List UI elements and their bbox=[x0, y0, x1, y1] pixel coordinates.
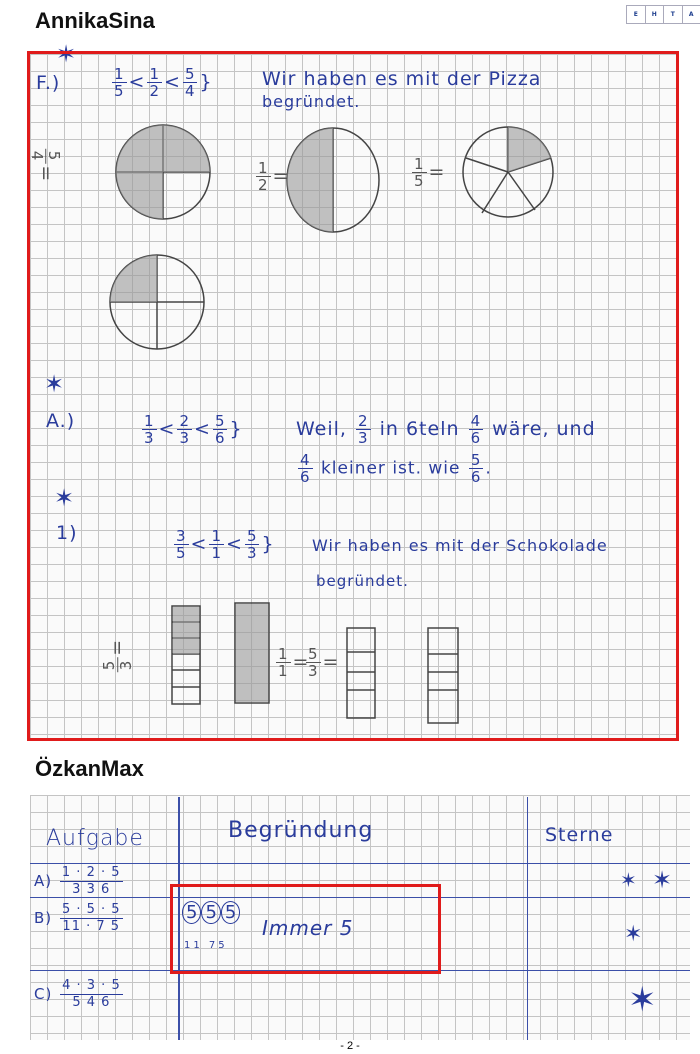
less-than: < bbox=[158, 418, 176, 440]
numerator: 5 bbox=[100, 659, 119, 671]
star-icon: ✶ bbox=[620, 868, 637, 892]
denominator: 3 bbox=[117, 659, 136, 671]
brace: } bbox=[229, 418, 243, 440]
denominator: 2 bbox=[149, 82, 161, 100]
task-1-text-line2: begründet. bbox=[316, 572, 409, 590]
text: Weil, bbox=[296, 418, 347, 440]
numerator: 5 bbox=[308, 645, 319, 663]
task-f-label: F.) bbox=[36, 72, 61, 94]
logo-letter: T bbox=[663, 6, 682, 24]
star-icon: ✶ bbox=[624, 922, 643, 947]
numerator: 1 bbox=[258, 159, 269, 177]
brace: } bbox=[261, 533, 275, 555]
page-number: - 2 - bbox=[340, 1040, 360, 1052]
denominator: 6 bbox=[214, 429, 226, 447]
denominator: 3 bbox=[144, 429, 155, 447]
denominator: 3 bbox=[358, 429, 369, 447]
numerator: 2 bbox=[179, 412, 191, 430]
less-than: < bbox=[194, 418, 211, 440]
denominator: 3 bbox=[179, 429, 191, 447]
denominator: 3 bbox=[246, 544, 258, 562]
denominator: 5 bbox=[114, 82, 125, 100]
row-label: C) bbox=[34, 985, 53, 1003]
denominator: 1 bbox=[278, 662, 289, 680]
denominator: 5 bbox=[414, 172, 425, 190]
highlight-box-oezkanmax bbox=[170, 884, 441, 974]
task-f-text-line1: Wir haben es mit der Pizza bbox=[262, 68, 542, 90]
denominator: 6 bbox=[470, 468, 482, 486]
reason-text: Immer 5 bbox=[262, 916, 354, 940]
denominator: 5 bbox=[176, 544, 187, 562]
denominators: 5 4 6 bbox=[72, 995, 111, 1010]
numerator: 1 bbox=[114, 65, 125, 83]
logo-letter: H bbox=[645, 6, 664, 24]
task-1-label: 1) bbox=[56, 522, 78, 544]
equals: = bbox=[322, 651, 340, 673]
numerator: 1 bbox=[414, 155, 425, 173]
digit: 5 bbox=[218, 940, 228, 951]
table-divider bbox=[30, 863, 690, 864]
star-icon: ✶ bbox=[628, 980, 657, 1020]
task-1-text-line1: Wir haben es mit der Schokolade bbox=[312, 536, 608, 555]
numerator: 1 bbox=[149, 65, 161, 83]
digit: 11 bbox=[184, 940, 203, 951]
task-f-text-line2: begründet. bbox=[262, 92, 361, 111]
row-b bbox=[34, 902, 125, 935]
section-title-oezkanmax: ÖzkanMax bbox=[35, 756, 144, 781]
logo-letter: E bbox=[626, 6, 645, 24]
row-label: B) bbox=[34, 909, 53, 927]
less-than: < bbox=[128, 71, 146, 93]
table-divider bbox=[527, 797, 528, 1040]
equals: = bbox=[272, 165, 290, 187]
row-a bbox=[34, 865, 125, 898]
row-c bbox=[34, 978, 125, 1011]
numerator: 3 bbox=[176, 527, 187, 545]
equals: = bbox=[35, 165, 58, 183]
circled-digit: 5 bbox=[201, 901, 220, 924]
denominator: 1 bbox=[211, 544, 223, 562]
row-label: A) bbox=[34, 872, 53, 890]
numerator: 5 bbox=[246, 527, 258, 545]
header-stars: Sterne bbox=[545, 824, 614, 846]
denominator: 3 bbox=[308, 662, 319, 680]
numerator: 5 bbox=[470, 451, 482, 469]
equals: = bbox=[106, 638, 129, 656]
denominators: 11 · 7 5 bbox=[62, 919, 121, 934]
less-than: < bbox=[164, 71, 181, 93]
denominator: 4 bbox=[184, 82, 196, 100]
star-icon: ✶ bbox=[44, 370, 65, 398]
numerator: 4 bbox=[470, 412, 482, 430]
task-a-label: A.) bbox=[46, 410, 76, 432]
star-icon: ✶ bbox=[54, 484, 75, 512]
logo-letter: A bbox=[682, 6, 700, 24]
numerators: 4 · 3 · 5 bbox=[62, 978, 121, 993]
brace: } bbox=[199, 71, 213, 93]
star-icon: ✶ bbox=[56, 40, 77, 68]
numerators: 5 · 5 · 5 bbox=[61, 902, 121, 917]
expression bbox=[58, 865, 125, 897]
numerator: 5 bbox=[214, 412, 226, 430]
highlight-box-annikasina bbox=[27, 51, 679, 741]
numerator: 5 bbox=[45, 150, 64, 162]
numerator: 1 bbox=[211, 527, 223, 545]
circled-digit: 5 bbox=[182, 901, 201, 924]
text: in 6teln bbox=[379, 418, 460, 440]
denominator: 2 bbox=[258, 176, 269, 194]
star-icon: ✶ bbox=[652, 866, 673, 894]
less-than: < bbox=[190, 533, 208, 555]
digit: 7 bbox=[208, 940, 219, 951]
circled-digit: 5 bbox=[221, 901, 240, 924]
numerator: 4 bbox=[300, 451, 311, 469]
less-than: < bbox=[226, 533, 243, 555]
text: wäre, und bbox=[492, 418, 596, 440]
numerator: 2 bbox=[358, 412, 369, 430]
equals: = bbox=[292, 651, 310, 673]
equals: = bbox=[428, 161, 446, 183]
denominator: 4 bbox=[28, 150, 47, 162]
text: . bbox=[485, 458, 492, 479]
numerators: 1 · 2 · 5 bbox=[61, 865, 121, 880]
section-title-annikasina: AnnikaSina bbox=[35, 8, 155, 33]
numerator: 1 bbox=[278, 645, 289, 663]
header-task: Aufgabe bbox=[46, 826, 144, 851]
numerator: 1 bbox=[144, 412, 155, 430]
denominator: 6 bbox=[300, 468, 311, 486]
denominator: 6 bbox=[470, 429, 482, 447]
text: kleiner ist. wie bbox=[320, 458, 461, 479]
denominators: 3 3 6 bbox=[72, 882, 111, 897]
header-reason: Begründung bbox=[228, 818, 374, 843]
numerator: 5 bbox=[184, 65, 196, 83]
